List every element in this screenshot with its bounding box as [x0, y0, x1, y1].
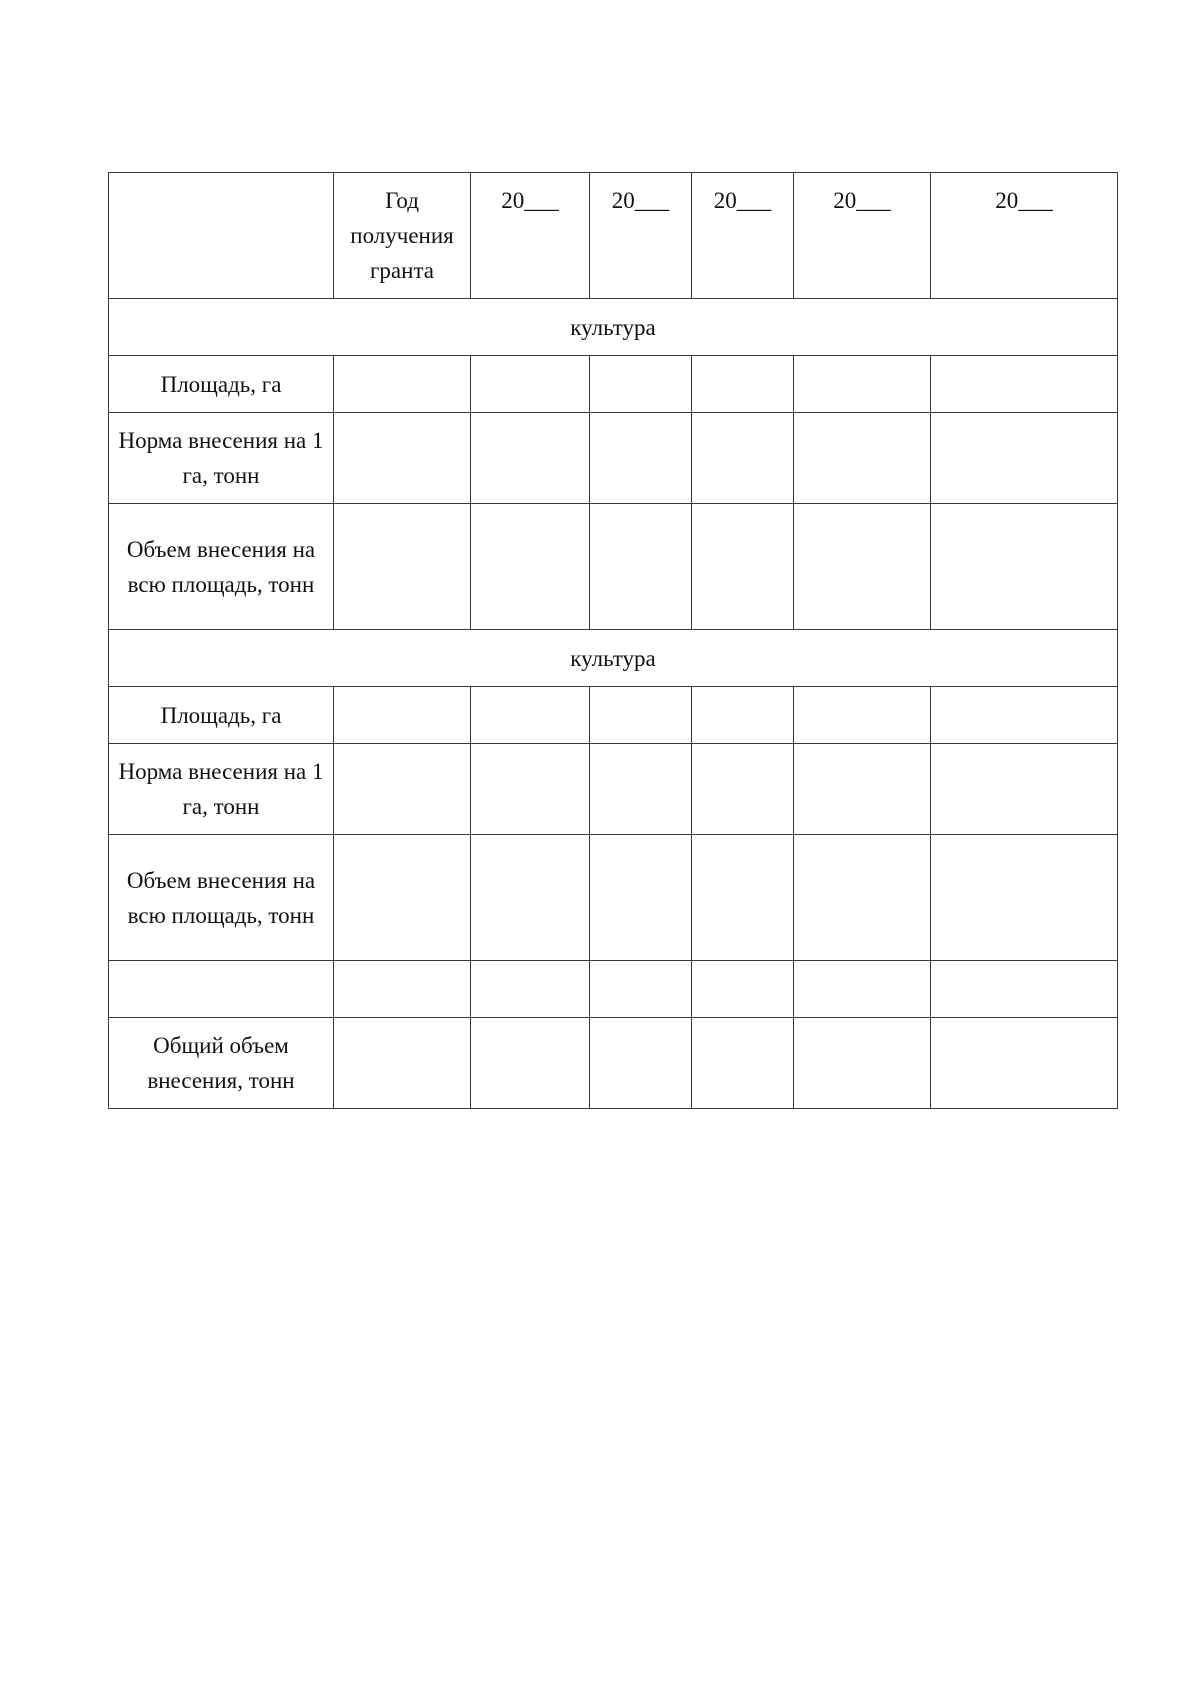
row-label: Площадь, га	[109, 687, 334, 744]
row-label: Площадь, га	[109, 356, 334, 413]
grant-year-cell[interactable]	[334, 1018, 471, 1109]
header-empty-cell	[109, 173, 334, 299]
row-label[interactable]	[109, 961, 334, 1018]
year-cell[interactable]	[794, 687, 931, 744]
row-label: Норма внесения на 1 га, тонн	[109, 744, 334, 835]
grant-year-cell[interactable]	[334, 504, 471, 630]
year-cell[interactable]	[471, 1018, 590, 1109]
year-cell[interactable]	[471, 744, 590, 835]
section-title: культура	[109, 299, 1118, 356]
year-cell[interactable]	[471, 413, 590, 504]
total-row	[109, 1018, 1118, 1109]
year-header-2: 20___	[590, 173, 692, 299]
year-cell[interactable]	[931, 504, 1118, 630]
year-cell[interactable]	[692, 356, 794, 413]
year-cell[interactable]	[590, 504, 692, 630]
year-header-5: 20___	[931, 173, 1118, 299]
grant-year-cell[interactable]	[334, 413, 471, 504]
year-cell[interactable]	[692, 504, 794, 630]
row-label: Объем внесения на всю площадь, тонн	[109, 835, 334, 961]
year-cell[interactable]	[794, 356, 931, 413]
year-cell[interactable]	[590, 1018, 692, 1109]
year-cell[interactable]	[931, 687, 1118, 744]
fertilizer-plan-table	[108, 172, 1118, 1109]
table-row	[109, 961, 1118, 1018]
row-label: Норма внесения на 1 га, тонн	[109, 413, 334, 504]
year-cell[interactable]	[931, 356, 1118, 413]
year-cell[interactable]	[471, 356, 590, 413]
year-cell[interactable]	[471, 687, 590, 744]
year-cell[interactable]	[471, 504, 590, 630]
year-cell[interactable]	[931, 835, 1118, 961]
section-row	[109, 630, 1118, 687]
year-cell[interactable]	[590, 961, 692, 1018]
year-cell[interactable]	[692, 1018, 794, 1109]
grant-year-header: Год получения гранта	[334, 173, 471, 299]
year-cell[interactable]	[590, 687, 692, 744]
year-cell[interactable]	[931, 961, 1118, 1018]
year-cell[interactable]	[931, 1018, 1118, 1109]
year-header-3: 20___	[692, 173, 794, 299]
year-cell[interactable]	[794, 504, 931, 630]
year-cell[interactable]	[692, 961, 794, 1018]
table-row	[109, 356, 1118, 413]
year-cell[interactable]	[590, 835, 692, 961]
grant-year-cell[interactable]	[334, 744, 471, 835]
table-row	[109, 504, 1118, 630]
year-cell[interactable]	[794, 744, 931, 835]
section-title: культура	[109, 630, 1118, 687]
grant-year-cell[interactable]	[334, 687, 471, 744]
year-cell[interactable]	[590, 356, 692, 413]
year-cell[interactable]	[931, 744, 1118, 835]
year-cell[interactable]	[692, 744, 794, 835]
grant-year-cell[interactable]	[334, 835, 471, 961]
year-cell[interactable]	[692, 835, 794, 961]
section-row	[109, 299, 1118, 356]
table-row	[109, 835, 1118, 961]
year-header-1: 20___	[471, 173, 590, 299]
year-header-4: 20___	[794, 173, 931, 299]
total-row-label: Общий объем внесения, тонн	[109, 1018, 334, 1109]
year-cell[interactable]	[590, 744, 692, 835]
year-cell[interactable]	[590, 413, 692, 504]
year-cell[interactable]	[692, 687, 794, 744]
table-row	[109, 413, 1118, 504]
year-cell[interactable]	[471, 961, 590, 1018]
year-cell[interactable]	[931, 413, 1118, 504]
year-cell[interactable]	[471, 835, 590, 961]
year-cell[interactable]	[794, 413, 931, 504]
grant-year-cell[interactable]	[334, 961, 471, 1018]
year-cell[interactable]	[794, 1018, 931, 1109]
grant-year-cell[interactable]	[334, 356, 471, 413]
table-row	[109, 744, 1118, 835]
year-cell[interactable]	[692, 413, 794, 504]
table-row	[109, 687, 1118, 744]
year-cell[interactable]	[794, 835, 931, 961]
row-label: Объем внесения на всю площадь, тонн	[109, 504, 334, 630]
header-row	[109, 173, 1118, 299]
year-cell[interactable]	[794, 961, 931, 1018]
